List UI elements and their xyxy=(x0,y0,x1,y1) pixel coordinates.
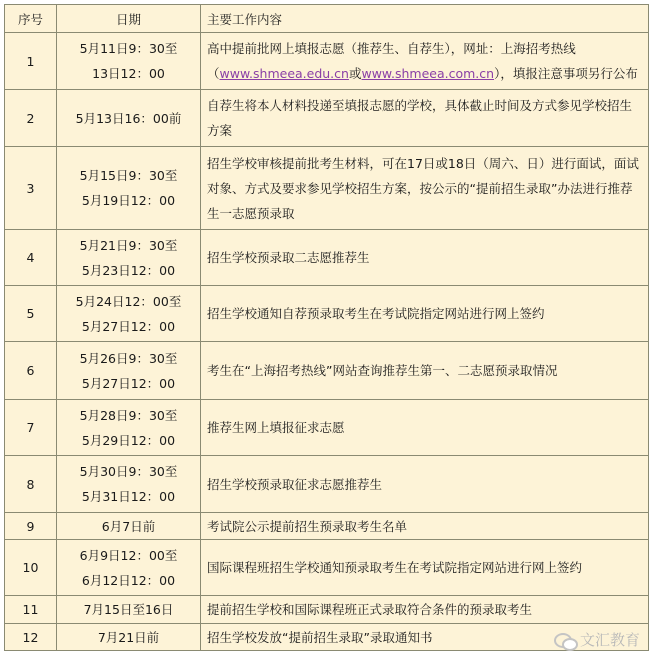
row-number: 1 xyxy=(5,33,57,90)
row-date: 5月15日9：30至 5月19日12：00 xyxy=(57,147,201,230)
row-number: 8 xyxy=(5,456,57,513)
row-content: 推荐生网上填报征求志愿 xyxy=(201,400,649,456)
admission-schedule-table xyxy=(4,4,649,651)
wechat-icon xyxy=(554,631,576,649)
row-number: 11 xyxy=(5,596,57,624)
header-number: 序号 xyxy=(5,5,57,33)
row-date: 5月13日16：00前 xyxy=(57,90,201,147)
table-row xyxy=(5,400,649,456)
row-date: 6月9日12：00至 6月12日12：00 xyxy=(57,540,201,596)
row-date: 7月15日至16日 xyxy=(57,596,201,624)
table-row xyxy=(5,596,649,624)
row-content: 招生学校预录取二志愿推荐生 xyxy=(201,230,649,286)
row-content: 国际课程班招生学校通知预录取考生在考试院指定网站进行网上签约 xyxy=(201,540,649,596)
row-number: 4 xyxy=(5,230,57,286)
row-date: 5月24日12：00至 5月27日12：00 xyxy=(57,286,201,342)
row-number: 3 xyxy=(5,147,57,230)
row-content: 提前招生学校和国际课程班正式录取符合条件的预录取考生 xyxy=(201,596,649,624)
row-date: 7月21日前 xyxy=(57,624,201,651)
row-number: 5 xyxy=(5,286,57,342)
row-date: 5月11日9：30至 13日12：00 xyxy=(57,33,201,90)
row-date: 5月21日9：30至 5月23日12：00 xyxy=(57,230,201,286)
watermark xyxy=(554,629,640,650)
row-content: 考生在“上海招考热线”网站查询推荐生第一、二志愿预录取情况 xyxy=(201,342,649,400)
row-content: 招生学校发放“提前招生录取”录取通知书 xyxy=(201,624,649,651)
table-row xyxy=(5,147,649,230)
row-date: 6月7日前 xyxy=(57,513,201,540)
row-number: 9 xyxy=(5,513,57,540)
row-date: 5月28日9：30至 5月29日12：00 xyxy=(57,400,201,456)
row-content: 高中提前批网上填报志愿（推荐生、自荐生），网址：上海招考热线（www.shmeea.edu.cn或www.shmeea.com.cn），填报注意事项另行公布 xyxy=(201,33,649,90)
table-row xyxy=(5,286,649,342)
table-row xyxy=(5,540,649,596)
table-row xyxy=(5,33,649,90)
row-content: 招生学校通知自荐预录取考生在考试院指定网站进行网上签约 xyxy=(201,286,649,342)
row-date: 5月26日9：30至 5月27日12：00 xyxy=(57,342,201,400)
row-number: 10 xyxy=(5,540,57,596)
row-content: 招生学校预录取征求志愿推荐生 xyxy=(201,456,649,513)
table-row xyxy=(5,342,649,400)
table-row xyxy=(5,624,649,651)
row-content: 考试院公示提前招生预录取考生名单 xyxy=(201,513,649,540)
header-date: 日期 xyxy=(57,5,201,33)
row-number: 2 xyxy=(5,90,57,147)
row-date: 5月30日9：30至 5月31日12：00 xyxy=(57,456,201,513)
table-header-row xyxy=(5,5,649,33)
row-content: 自荐生将本人材料投递至填报志愿的学校，具体截止时间及方式参见学校招生方案 xyxy=(201,90,649,147)
watermark-text: 文汇教育 xyxy=(579,631,640,649)
table-row xyxy=(5,513,649,540)
shmeea-com-link[interactable]: www.shmeea.com.cn xyxy=(361,66,495,81)
row-content: 招生学校审核提前批考生材料，可在17日或18日（周六、日）进行面试，面试对象、方式及要求参见学校招生方案，按公示的“提前招生录取”办法进行推荐生一志愿预录取 xyxy=(201,147,649,230)
shmeea-edu-link[interactable]: www.shmeea.edu.cn xyxy=(219,66,349,81)
table-row xyxy=(5,456,649,513)
header-content: 主要工作内容 xyxy=(201,5,649,33)
row-number: 6 xyxy=(5,342,57,400)
table-row xyxy=(5,90,649,147)
row-number: 12 xyxy=(5,624,57,651)
row-number: 7 xyxy=(5,400,57,456)
table-row xyxy=(5,230,649,286)
